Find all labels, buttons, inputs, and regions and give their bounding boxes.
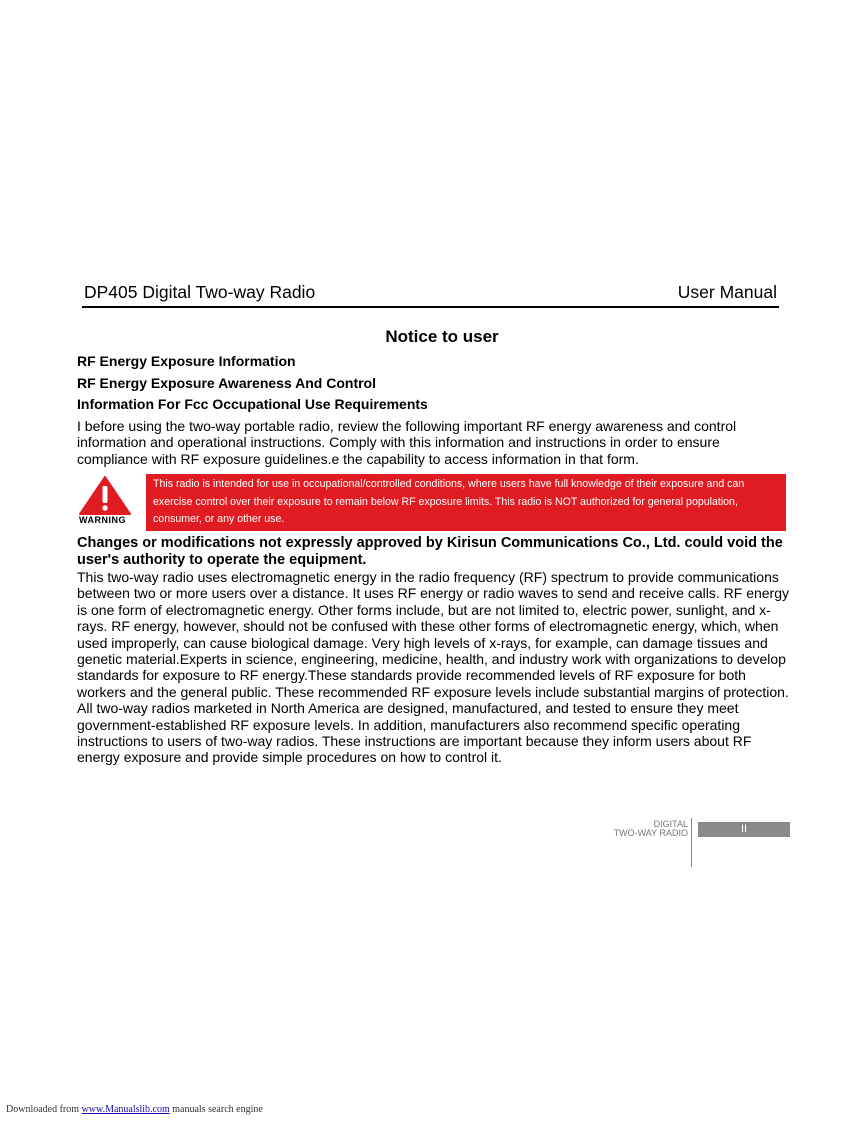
footer-tagline-line1: DIGITAL (653, 819, 688, 829)
changes-notice: Changes or modifications not expressly approved by Kirisun Communications Co., Ltd. could void the user's authority to operate the equipment. (77, 535, 783, 568)
page-number: II (698, 822, 790, 837)
intro-paragraph: I before using the two-way portable radio, review the following important RF energy awareness and control information and operational instructions. Comply with this information and instructions in order to ensure compliance with RF exposure guidelines.e the capability to access information in that form. (77, 418, 737, 467)
header-divider (82, 306, 779, 308)
subheading-fcc-occupational-use: Information For Fcc Occupational Use Requirements (77, 396, 428, 412)
footer-tagline-line2: TWO-WAY RADIO (613, 828, 688, 838)
manualslib-link[interactable]: www.Manualslib.com (81, 1104, 170, 1115)
body-paragraph: This two-way radio uses electromagnetic energy in the radio frequency (RF) spectrum to provide communications between two or more users over a distance. It uses RF energy or radio waves to send and receive calls. RF energy is one form of electromagnetic energy. Other forms include, but are not limited to, electric power, sunlight, and x-rays. RF energy, however, should not be confused with these other forms of electromagnetic energy, which, when used improperly, can cause biological damage. Very high levels of x-rays, for example, can damage tissues and genetic material.Experts in science, engineering, medicine, health, and industry work with organizations to develop standards for exposure to RF energy.These standards provide recommended levels of RF exposure for both workers and the general public. These recommended RF exposure levels include substantial margins of protection. All two-way radios marketed in North America are designed, manufactured, and tested to ensure they meet government-established RF exposure levels. In addition, manufacturers also recommend specific operating instructions to users of two-way radios. These instructions are important because they inform users about RF energy exposure and provide simple procedures on how to control it. (77, 569, 790, 766)
warning-box: This radio is intended for use in occupational/controlled conditions, where users have full knowledge of their exposure and can exercise control over their exposure to remain below RF exposure limits. This radio is NOT authorized for general population, consumer, or any other use. (146, 474, 786, 531)
manual-header-type: User Manual (677, 282, 777, 302)
manual-header-title: DP405 Digital Two-way Radio (84, 282, 316, 302)
download-note (6, 1104, 263, 1115)
footer-tagline (600, 820, 688, 838)
download-note-suffix: manuals search engine (169, 1104, 263, 1115)
warning-label: WARNING (79, 515, 126, 525)
subheading-rf-awareness-control: RF Energy Exposure Awareness And Control (77, 375, 376, 391)
subheading-rf-exposure-info: RF Energy Exposure Information (77, 353, 296, 369)
footer-divider (691, 818, 692, 867)
download-note-prefix: Downloaded from (6, 1104, 82, 1115)
page-title: Notice to user (385, 327, 499, 346)
